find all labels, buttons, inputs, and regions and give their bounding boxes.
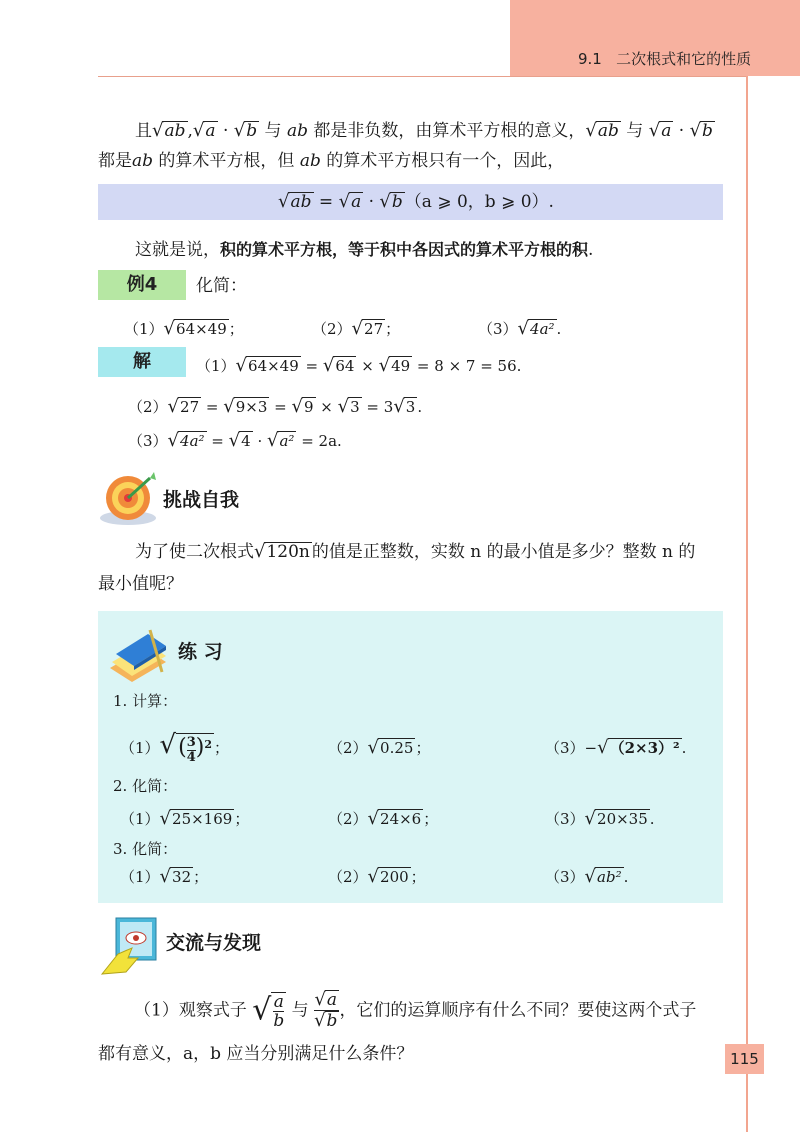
header-rule <box>98 76 746 77</box>
practice-q1: 1. 计算： <box>113 692 178 710</box>
solution-line-2: （2）√27 = √9×3 = √9 × √3 = 3√3 . <box>128 396 423 417</box>
challenge-line-1: 为了使二次根式√120n 的值是正整数，实数 n 的最小值是多少？整数 n 的 <box>135 541 696 562</box>
practice-q2-2: （2）√24×6 ； <box>328 808 439 829</box>
rule-sentence: 这就是说，积的算术平方根，等于积中各因式的算术平方根的积. <box>135 240 594 260</box>
books-icon <box>104 628 170 684</box>
target-icon <box>98 468 158 528</box>
page-number: 115 <box>725 1044 764 1074</box>
discover-title: 交流与发现 <box>166 932 262 954</box>
discover-line-1: （1）观察式子 √ $\frac{a}{b}$ 与 $\frac{√a}{√b}$ ，它们的运算顺序有什么不同？要使这两个式子 <box>134 989 697 1031</box>
product-rule-formula: √ab = √a · √b （a ⩾ 0，b ⩾ 0）. <box>278 191 554 212</box>
example-part-1: （1）√64×49 ； <box>124 318 244 339</box>
practice-q2: 2. 化简： <box>113 777 178 795</box>
intro-line-2: 都是ab 的算术平方根，但 ab 的算术平方根只有一个，因此， <box>98 151 565 171</box>
example-task: 化简： <box>196 276 247 296</box>
practice-q3-2: （2）√200 ； <box>328 866 426 887</box>
discover-line-2: 都有意义，a，b 应当分别满足什么条件？ <box>98 1044 414 1064</box>
practice-q2-3: （3）√20×35 . <box>545 808 655 829</box>
practice-title: 练 习 <box>178 641 223 663</box>
practice-q3: 3. 化简： <box>113 840 178 858</box>
intro-line-1: 且√ab ,√a · √b 与 ab 都是非负数，由算术平方根的意义，√ab 与 √a · √b <box>135 120 713 141</box>
challenge-line-2: 最小值呢？ <box>98 574 183 594</box>
practice-q3-3: （3）√ab² . <box>545 866 629 887</box>
solution-line-3: （3）√4a² = √4 · √a² = 2a. <box>128 430 342 451</box>
section-number: 9.1 <box>578 50 602 68</box>
observe-icon <box>98 914 160 982</box>
margin-rule <box>746 76 748 1132</box>
practice-q1-2: （2）√0.25 ； <box>328 737 431 758</box>
example-label: 例4 <box>98 270 186 300</box>
example-part-3: （3）√4a² . <box>478 318 562 339</box>
practice-q3-1: （1）√32 ； <box>120 866 209 887</box>
challenge-title: 挑战自我 <box>163 489 240 511</box>
practice-q2-1: （1）√25×169 ； <box>120 808 250 829</box>
section-title <box>578 48 751 69</box>
practice-q1-3: （3）−√（2×3）² . <box>545 737 687 758</box>
practice-q1-1: （1）√( $\frac{3}{4}$ )$^2$ ； <box>120 729 230 765</box>
section-name: 二次根式和它的性质 <box>616 50 752 68</box>
example-part-2: （2）√27 ； <box>312 318 401 339</box>
solution-label: 解 <box>98 347 186 377</box>
solution-line-1: （1）√64×49 = √64 × √49 = 8 × 7 = 56. <box>196 355 522 376</box>
